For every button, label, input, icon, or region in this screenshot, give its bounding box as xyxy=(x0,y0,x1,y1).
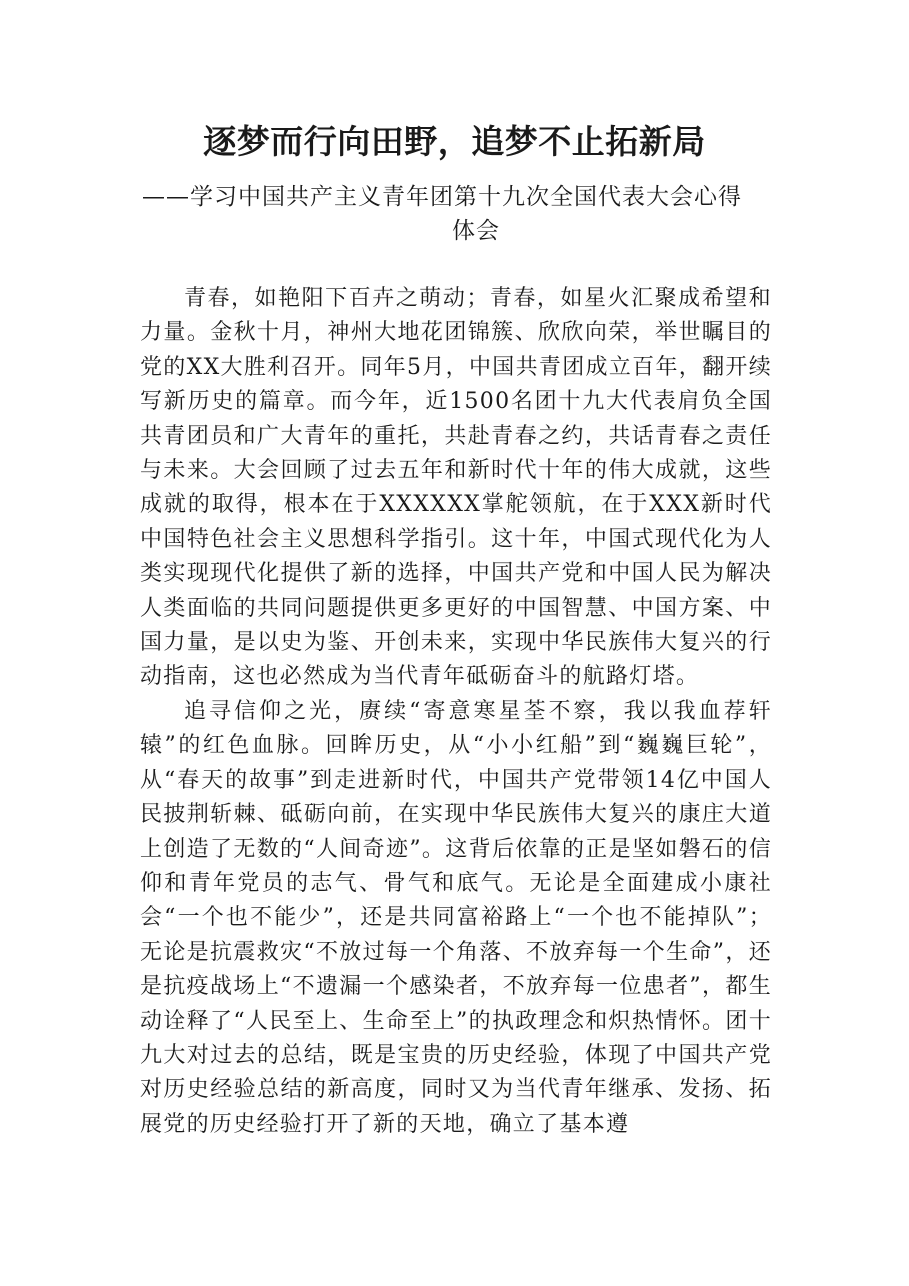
paragraph-2: 追寻信仰之光，赓续“寄意寒星荃不察，我以我血荐轩辕”的红色血脉。回眸历史，从“小小红船”到“巍巍巨轮”，从“春天的故事”到走进新时代，中国共产党带领14亿中国人民披荆斩棘、砥砺向前，在实现中华民族伟大复兴的康庄大道上创造了无数的“人间奇迹”。这背后依靠的正是坚如磐石的信仰和青年党员的志气、骨气和底气。无论是全面建成小康社会“一个也不能少”，还是共同富裕路上“一个也不能掉队”；无论是抗震救灾“不放过每一个角落、不放弃每一个生命”，还是抗疫战场上“不遗漏一个感染者，不放弃每一位患者”，都生动诠释了“人民至上、生命至上”的执政理念和炽热情怀。团十九大对过去的总结，既是宝贵的历史经验，体现了中国共产党对历史经验总结的新高度，同时又为当代青年继承、发扬、拓展党的历史经验打开了新的天地，确立了基本遵 xyxy=(140,698,772,1137)
document-body xyxy=(140,282,772,1142)
paragraph-1: 青春，如艳阳下百卉之萌动；青春，如星火汇聚成希望和力量。金秋十月，神州大地花团锦簇、欣欣向荣，举世瞩目的党的XX大胜利召开。同年5月，中国共青团成立百年，翻开续写新历史的篇章。而今年，近1500名团十九大代表肩负全国共青团员和广大青年的重托，共赴青春之约，共话青春之责任与未来。大会回顾了过去五年和新时代十年的伟大成就，这些成就的取得，根本在于XXXXXX掌舵领航，在于XXX新时代中国特色社会主义思想科学指引。这十年，中国式现代化为人类实现现代化提供了新的选择，中国共产党和中国人民为解决人类面临的共同问题提供更多更好的中国智慧、中国方案、中国力量，是以史为鉴、开创未来，实现中华民族伟大复兴的行动指南，这也必然成为当代青年砥砺奋斗的航路灯塔。 xyxy=(140,286,772,690)
document-title: 逐梦而行向田野，追梦不止拓新局 xyxy=(203,122,706,161)
document-subtitle xyxy=(142,180,770,248)
subtitle-line-1: ——学习中国共产主义青年团第十九次全国代表大会心得 xyxy=(142,184,742,210)
subtitle-line-2: 体会 xyxy=(452,218,500,244)
